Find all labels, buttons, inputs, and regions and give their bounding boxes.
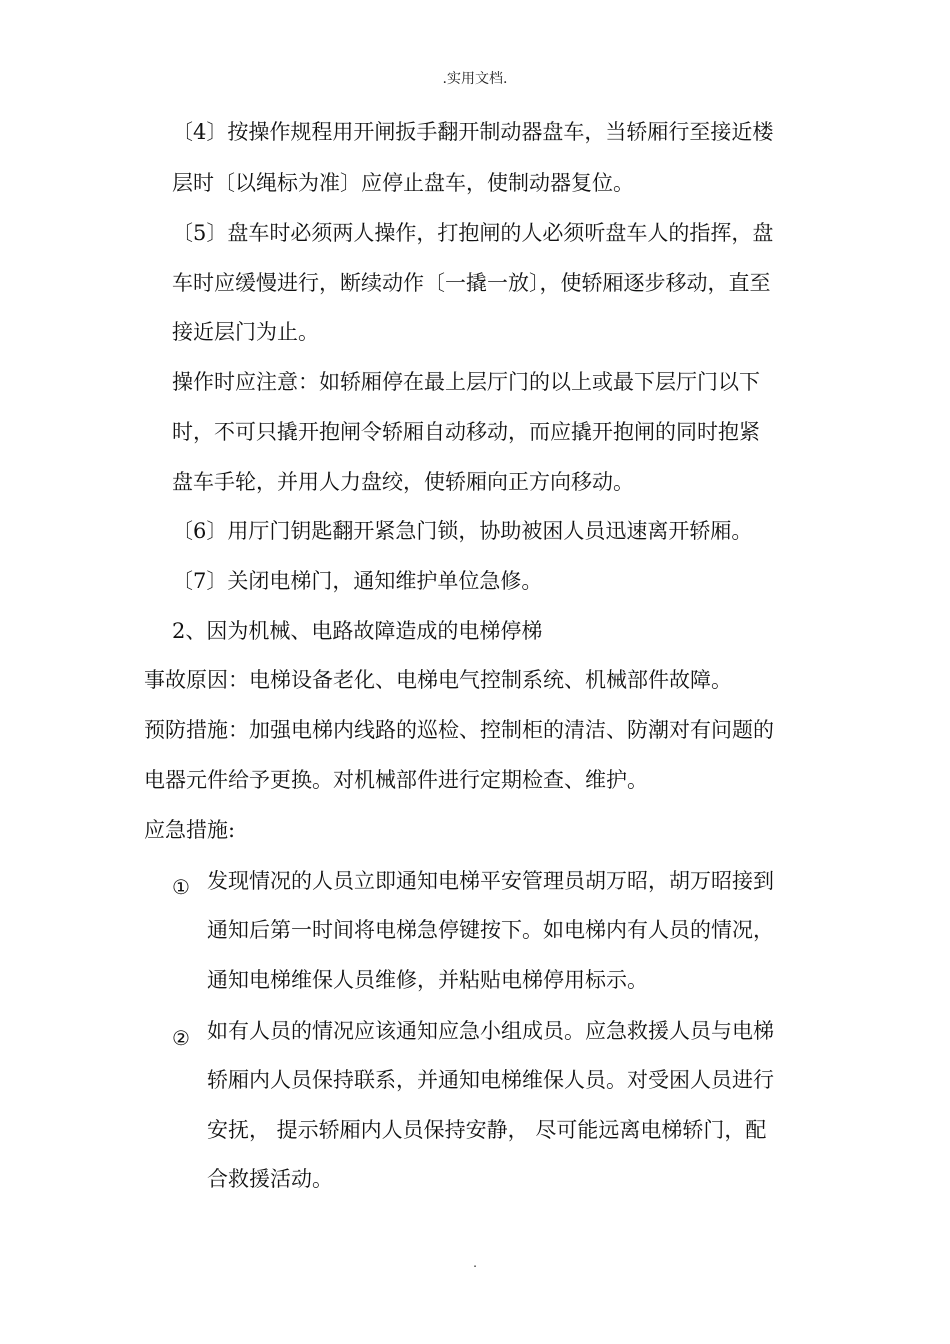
text-line: 〔4〕按操作规程用开闸扳手翻开制动器盘车，当轿厢行至接近楼: [172, 120, 774, 144]
list-item-line: 轿厢内人员保持联系，并通知电梯维保人员。对受困人员进行: [207, 1068, 774, 1092]
section-heading: 2、因为机械、电路故障造成的电梯停梯: [172, 619, 543, 643]
text-line: 时，不可只撬开抱闸令轿厢自动移动，而应撬开抱闸的同时抱紧: [172, 420, 760, 444]
page-footer: .: [473, 1256, 477, 1270]
text-line: 〔6〕用厅门钥匙翻开紧急门锁，协助被困人员迅速离开轿厢。: [172, 519, 753, 543]
text-line: 预防措施：加强电梯内线路的巡检、控制柜的清洁、防潮对有问题的: [144, 718, 774, 742]
page-header: .实用文档.: [442, 71, 508, 87]
text-line: 应急措施:: [144, 818, 236, 842]
text-line: 〔7〕关闭电梯门，通知维护单位急修。: [172, 569, 543, 593]
text-line: 车时应缓慢进行，断续动作〔一撬一放〕，使轿厢逐步移动，直至: [172, 271, 771, 295]
list-item-line: 通知电梯维保人员维修，并粘贴电梯停用标示。: [207, 968, 648, 992]
text-line: 盘车手轮，并用人力盘绞，使轿厢向正方向移动。: [172, 470, 634, 494]
list-item-line: 如有人员的情况应该通知应急小组成员。应急救援人员与电梯: [207, 1019, 774, 1043]
text-line: 〔5〕盘车时必须两人操作，打抱闸的人必须听盘车人的指挥，盘: [172, 221, 774, 245]
text-line: 接近层门为止。: [172, 320, 319, 344]
list-marker: ②: [172, 1026, 190, 1050]
list-item-line: 发现情况的人员立即通知电梯平安管理员胡万昭，胡万昭接到: [207, 869, 774, 893]
text-line: 操作时应注意：如轿厢停在最上层厅门的以上或最下层厅门以下: [172, 370, 760, 394]
text-line: 层时〔以绳标为准〕应停止盘车，使制动器复位。: [172, 171, 634, 195]
list-item-line: 合救援活动。: [207, 1167, 333, 1191]
list-item-line: 通知后第一时间将电梯急停键按下。如电梯内有人员的情况，: [207, 918, 774, 942]
text-line: 电器元件给予更换。对机械部件进行定期检查、维护。: [144, 768, 648, 792]
text-line: 事故原因：电梯设备老化、电梯电气控制系统、机械部件故障。: [144, 668, 732, 692]
list-item-line: 安抚， 提示轿厢内人员保持安静， 尽可能远离电梯轿门，配: [207, 1118, 767, 1142]
list-marker: ①: [172, 875, 190, 899]
